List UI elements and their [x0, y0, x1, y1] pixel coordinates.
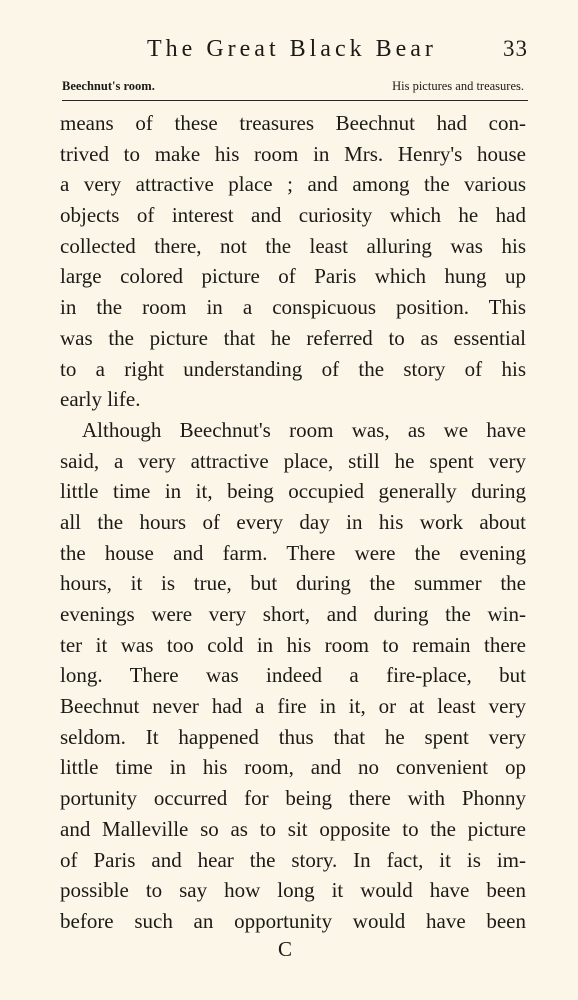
text-line: objects of interest and curiosity which he had [60, 203, 526, 228]
text-line: said, a very attractive place, still he spent very [60, 448, 526, 473]
text-line: little time in it, being occupied generally during [60, 479, 526, 504]
text-line: possible to say how long it would have been [60, 878, 526, 903]
text-line: all the hours of every day in his work about [60, 509, 526, 534]
text-line: the house and farm. There were the evening [60, 540, 526, 565]
header-rule [62, 100, 528, 101]
text-line: was the picture that he referred to as essential [60, 325, 526, 350]
text-line: seldom. It happened thus that he spent very [60, 724, 526, 749]
text-line: to a right understanding of the story of his [60, 356, 526, 381]
text-line: before such an opportunity would have been [60, 908, 526, 933]
text-line: ter it was too cold in his room to remain there [60, 632, 526, 657]
text-line: means of these treasures Beechnut had con- [60, 111, 526, 135]
running-head [62, 36, 528, 70]
text-line: large colored picture of Paris which hung up [60, 264, 526, 289]
text-line: evenings were very short, and during the win- [60, 602, 526, 626]
text-line: hours, it is true, but during the summer the [60, 571, 526, 596]
text-line: Beechnut never had a fire in it, or at least very [60, 694, 526, 719]
signature-mark: C [278, 937, 293, 961]
text-line: long. There was indeed a fire-place, but [60, 663, 526, 688]
text-line: of Paris and hear the story. In fact, it is im- [60, 847, 526, 872]
text-line: a very attractive place ; and among the various [60, 172, 526, 197]
subhead-right: His pictures and treasures. [392, 79, 524, 93]
paragraph-start-line: Although Beechnut's room was, as we have [82, 417, 526, 442]
text-line: and Malleville so as to sit opposite to the picture [60, 816, 526, 841]
text-line: collected there, not the least alluring was his [60, 233, 526, 258]
text-line: early life. [60, 387, 141, 412]
text-line: portunity occurred for being there with Phonny [60, 786, 526, 811]
text-line: trived to make his room in Mrs. Henry's house [60, 141, 526, 166]
page-number: 33 [503, 36, 528, 61]
section-subhead [62, 79, 528, 97]
book-title: The Great Black Bear [147, 36, 437, 62]
text-line: in the room in a conspicuous position. This [60, 295, 526, 320]
text-line: little time in his room, and no convenient op [60, 755, 526, 780]
subhead-left: Beechnut's room. [62, 79, 155, 93]
body-text [60, 108, 526, 937]
